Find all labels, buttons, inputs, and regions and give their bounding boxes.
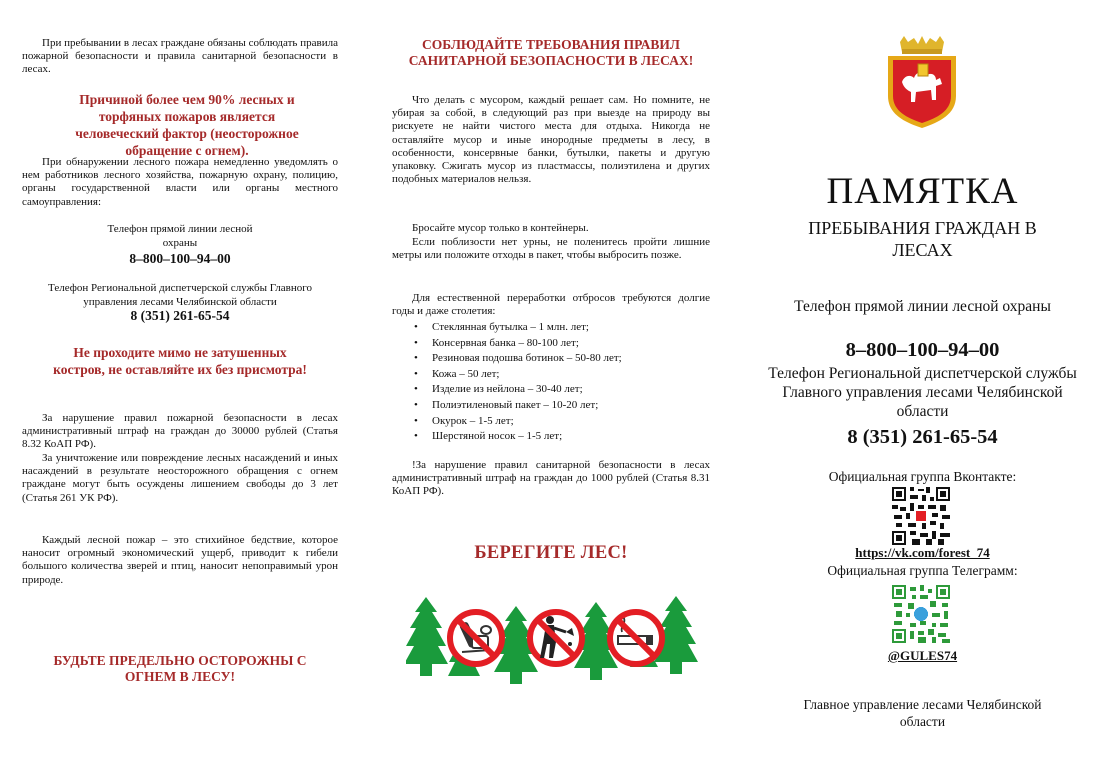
right-hotline-number: 8–800–100–94–00 [845,339,1000,361]
decay-list [412,320,702,445]
garbage-text: Что делать с мусором, каждый решает сам. Но помните, не убирая за собой, в следующий раз при выезде на природу вы рискуете не найти чистого места для отдыха. Никогда не оставляйте мусор и иные инородные предметы в лесу, в особенности, консервные банки, бутылки, пакеты и другую упаковку. Сжигать мусор из пластмассы, полиэтилена и других подобных материалов нельзя. [392,94,710,186]
sanitary-fine-text: !За нарушение правил санитарной безопасности в лесах административный штраф на граждан до 1000 рублей (Статья 8.31 КоАП РФ). [392,459,710,498]
decay-item: • Стеклянная бутылка – 1 млн. лет; [412,320,702,336]
leaflet-title: ПАМЯТКА [826,171,1019,212]
vk-link[interactable]: https://vk.com/forest_74 [855,545,990,560]
tg-label: Официальная группа Телеграмм: [827,563,1018,578]
destruction-text: За уничтожение или повреждение лесных насаждений и иных насаждений в результате неосторожного обращения с огнем граждане могут быть осуждены лишением свободы до 3 лет (Статья 261 УК РФ). [22,452,338,504]
bins-text: Если поблизости нет урны, не поленитесь пройти лишние метры или положите отходы в пакет, чтобы выбросить позже. [392,236,710,262]
fire-detect-text: При обнаружении лесного пожара немедленно уведомлять о нем работников лесного хозяйства, пожарную охрану, полицию, органы государственной власти или органы местного самоуправления: [22,156,338,208]
left-hotline-label: Телефон прямой линии лесной охраны [107,223,253,250]
decay-item: • Кожа – 50 лет; [412,367,702,383]
decay-item: • Резиновая подошва ботинок – 50-80 лет; [412,351,702,367]
telegram-qr-code[interactable] [892,585,950,643]
campfire-heading: Не проходите мимо не затушенных костров, не оставляйте их без присмотра! [53,345,307,377]
decay-item: • Полиэтиленовый пакет – 10-20 лет; [412,398,702,414]
decay-item: • Шерстяной носок – 1-5 лет; [412,429,702,445]
left-dispatch-number: 8 (351) 261-65-54 [130,308,230,323]
left-panel [22,0,338,757]
left-dispatch-label: Телефон Региональной диспетчерской службы Главного управления лесами Челябинской области [48,282,312,309]
forest-signs-illustration [406,592,706,688]
tree-icon [406,597,448,676]
footer-org: Главное управление лесами Челябинской области [803,697,1042,729]
vk-qr-code[interactable] [892,487,950,545]
protect-heading: БЕРЕГИТЕ ЛЕС! [474,543,628,563]
right-dispatch-number: 8 (351) 261-65-54 [847,426,998,448]
right-dispatch-label: Телефон Региональной диспетчерской службы Главного управления лесами Челябинской области [768,365,1077,421]
decay-item: • Окурок – 1-5 лет; [412,414,702,430]
disaster-text: Каждый лесной пожар – это стихийное бедствие, которое наносит огромный экономический ущерб, приводит к гибели большого количества зверей и птиц, наносит непоправимый урон природе. [22,534,338,586]
vk-label: Официальная группа Вконтакте: [828,469,1017,484]
left-hotline-number: 8–800–100–94–00 [129,251,231,266]
tg-link[interactable]: @GULES74 [887,648,958,663]
right-hotline-label: Телефон прямой линии лесной охраны [794,298,1051,315]
decay-item: • Изделие из нейлона – 30-40 лет; [412,382,702,398]
leaflet-subtitle: ПРЕБЫВАНИЯ ГРАЖДАН В ЛЕСАХ [808,218,1037,260]
middle-panel [392,0,710,757]
right-panel [770,0,1075,757]
careful-heading: БУДЬТЕ ПРЕДЕЛЬНО ОСТОРОЖНЫ С ОГНЕМ В ЛЕСУ! [53,653,307,685]
sanitary-heading: СОБЛЮДАЙТЕ ТРЕБОВАНИЯ ПРАВИЛ САНИТАРНОЙ БЕЗОПАСНОСТИ В ЛЕСАХ! [408,37,694,69]
bins-line: Бросайте мусор только в контейнеры. [412,222,589,234]
decay-item: • Консервная банка – 80-100 лет; [412,336,702,352]
intro-text: При пребывании в лесах граждане обязаны соблюдать правила пожарной безопасности и правила санитарной безопасности в лесах. [22,37,338,76]
no-smoking-icon [610,612,662,664]
chelyabinsk-coat-of-arms-icon [880,36,964,130]
fine-text: За нарушение правил пожарной безопасности в лесах административный штраф на граждан до 30000 рублей (Статья 8.32 КоАП РФ). [22,412,338,451]
decay-intro: Для естественной переработки отбросов требуются долгие годы и даже столетия: [392,292,710,318]
no-littering-icon [530,612,582,664]
no-litter-bottles-icon [450,612,502,664]
cause-heading: Причиной более чем 90% лесных и торфяных пожаров является человеческий фактор (неосторожное обращение с огнем). [75,92,299,158]
